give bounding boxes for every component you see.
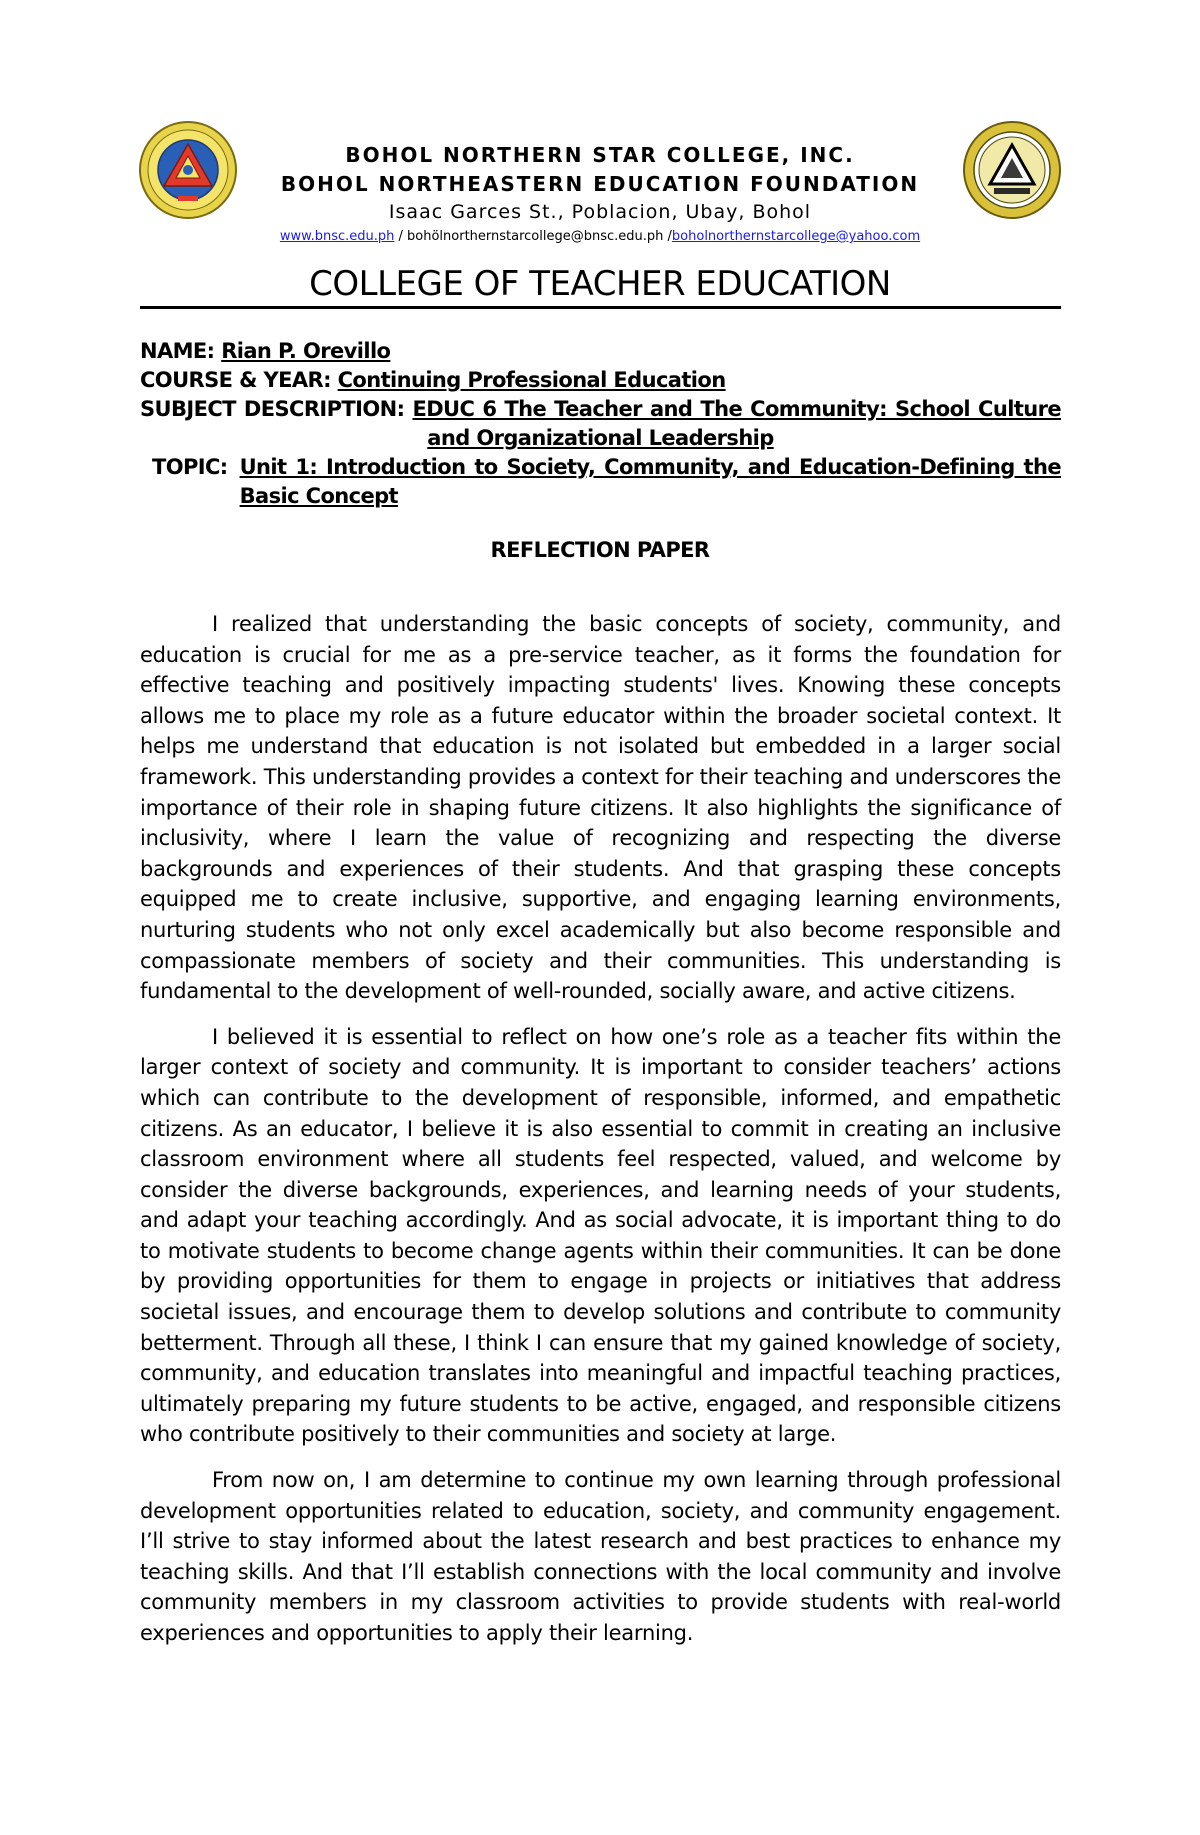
college-name: BOHOL NORTHERN STAR COLLEGE, INC. bbox=[345, 143, 855, 167]
college-address: Isaac Garces St., Poblacion, Ubay, Bohol bbox=[388, 201, 812, 223]
website-link[interactable]: www.bnsc.edu.ph bbox=[279, 229, 395, 244]
topic-row bbox=[152, 453, 1061, 511]
department-title: COLLEGE OF TEACHER EDUCATION bbox=[309, 264, 891, 304]
course-row bbox=[140, 366, 1061, 395]
yahoo-email-link[interactable]: boholnorthernstarcollege@yahoo.com bbox=[671, 229, 921, 244]
header-divider bbox=[140, 306, 1061, 309]
subject-value: EDUC 6 The Teacher and The Community: School Culture and Organizational Leadership bbox=[412, 397, 1062, 450]
body-paragraph: From now on, I am determine to continue my own learning through professional development opportunities related to education, society, and community engagement. I’ll strive to stay informed about the latest research and best practices to enhance my teaching skills. And that I’ll establish connections with the local community and involve community members in my classroom activities to provide students with real-world experiences and opportunities to apply their learning. bbox=[140, 1468, 1061, 1645]
course-label: COURSE & YEAR: bbox=[140, 368, 331, 392]
subject-row bbox=[140, 395, 1061, 453]
body-paragraph: I realized that understanding the basic concepts of society, community, and education is crucial for me as a pre-service teacher, as it forms the foundation for effective teaching and positively impacting students' lives. Knowing these concepts allows me to place my role as a future educator within the broader societal context. It helps me understand that education is not isolated but embedded in a larger social framework. This understanding provides a context for their teaching and underscores the importance of their role in shaping future citizens. It also highlights the significance of inclusivity, where I learn the value of recognizing and respecting the diverse backgrounds and experiences of their students. And that grasping these concepts equipped me to create inclusive, supportive, and engaging learning environments, nurturing students who not only excel academically but also become responsible and compassionate members of society and their communities. This understanding is fundamental to the development of well-rounded, socially aware, and active citizens. bbox=[140, 612, 1061, 1004]
name-row bbox=[140, 337, 1061, 366]
paper-title: REFLECTION PAPER bbox=[490, 538, 710, 562]
foundation-name: BOHOL NORTHEASTERN EDUCATION FOUNDATION bbox=[280, 172, 920, 196]
contact-line bbox=[0, 229, 1200, 244]
name-value: Rian P. Orevillo bbox=[221, 339, 391, 363]
name-label: NAME: bbox=[140, 339, 215, 363]
body-paragraph: I believed it is essential to reflect on how one’s role as a teacher fits within the larger context of society and community. It is important to consider teachers’ actions which can contribute to the development of responsible, informed, and empathetic citizens. As an educator, I believe it is also essential to commit in creating an inclusive classroom environment where all students feel respected, valued, and welcome by consider the diverse backgrounds, experiences, and learning needs of your students, and adapt your teaching accordingly. And as social advocate, it is important thing to do to motivate students to become change agents within their communities. It can be done by providing opportunities for them to engage in projects or initiatives that address societal issues, and encourage them to develop solutions and contribute to community betterment. Through all these, I think I can ensure that my gained knowledge of society, community, and education translates into meaningful and impactful teaching practices, ultimately preparing my future students to be active, engaged, and responsible citizens who contribute positively to their communities and society at large. bbox=[140, 1024, 1061, 1447]
student-info bbox=[140, 337, 1061, 511]
course-value: Continuing Professional Education bbox=[337, 368, 726, 392]
contact-separator: / bbox=[663, 229, 672, 244]
school-email: bohölnorthernstarcollege@bnsc.edu.ph bbox=[407, 229, 664, 244]
reflection-body bbox=[140, 609, 1061, 1664]
contact-separator: / bbox=[394, 229, 408, 244]
topic-label: TOPIC: bbox=[152, 455, 228, 479]
subject-label: SUBJECT DESCRIPTION: bbox=[140, 397, 405, 421]
topic-value: Unit 1: Introduction to Society, Community, and Education-Defining the Basic Concept bbox=[239, 455, 1061, 508]
